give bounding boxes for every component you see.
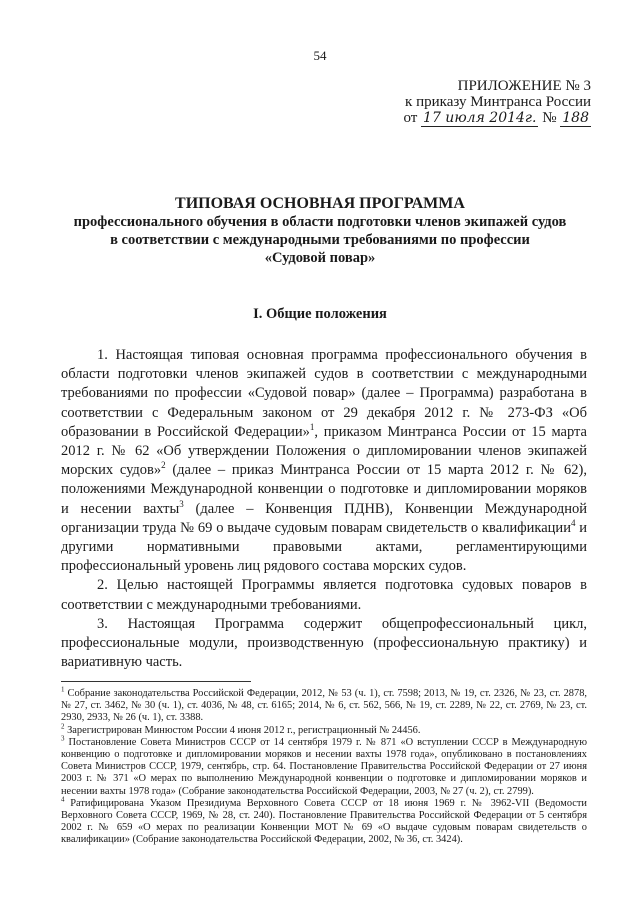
footnote-4 bbox=[61, 795, 587, 847]
title-line-4: «Судовой повар» bbox=[264, 250, 376, 266]
footnote-text: Постановление Совета Министров СССР от 14 сентября 1979 г. № 871 «О вступлении СССР в Международную конвенцию о подготовке и дипломировании моряков и несении вахты 1978 года», опубликовано в постановлениях Совета Министров СССР, 1979, сентябрь, стр. 64. Постановление Правительства Российской Федерации от 27 июня 2003 г. № 371 «О мерах по выполнению Международной конвенции о подготовке и дипломировании моряков и несении вахты 1978 года» (Собрание законодательства Российской Федерации, 2003, № 27 (ч. 2), ст. 2799). bbox=[61, 736, 587, 797]
section-heading: I. Общие положения bbox=[253, 306, 387, 322]
footnote-ref-3: 3 bbox=[179, 498, 184, 509]
footnote-ref-2: 2 bbox=[161, 460, 166, 471]
paragraph-3: 3. Настоящая Программа содержит общепрофессиональный цикл, профессиональные модули, производственную (профессиональную практику) и вариативную часть. bbox=[61, 615, 587, 671]
paragraph-1-text-b: , приказом Минтранса России от 15 марта 2012 г. № 62 «Об утверждении Положения о дипломировании членов экипажей морских судов» bbox=[61, 423, 587, 479]
date-prefix: от bbox=[403, 110, 418, 126]
footnote-divider bbox=[61, 681, 251, 682]
footnote-1 bbox=[61, 685, 587, 725]
footnote-3 bbox=[61, 734, 587, 798]
handwritten-date: 17 июля 2014г. bbox=[423, 110, 537, 126]
number-prefix: № bbox=[542, 110, 557, 126]
page-number: 54 bbox=[313, 48, 327, 63]
document-title bbox=[60, 195, 580, 267]
footnote-mark: 3 bbox=[61, 734, 65, 743]
footnote-text: Собрание законодательства Российской Федерации, 2012, № 53 (ч. 1), ст. 7598; 2013, № 19, ст. 2326, № 23, ст. 2878, № 27, ст. 3462, № 30 (ч. 1), ст. 4036, № 48, ст. 6165; 2014, № 6, ст. 562, 566, № 19, ст. 2289, № 22, ст. 2769, № 23, ст. 2930, 2933, № 26 (ч. 1), ст. 3388. bbox=[61, 688, 587, 724]
footnote-2 bbox=[61, 722, 587, 737]
footnotes bbox=[61, 685, 587, 847]
appendix-date-line bbox=[331, 110, 591, 126]
footnote-text: Зарегистрирован Минюстом России 4 июня 2012 г., регистрационный № 24456. bbox=[64, 724, 421, 736]
paragraph-1-text-e: и другими нормативными правовыми актами, регламентирующими профессиональный уровень лиц рядового состава морских судов. bbox=[61, 519, 587, 575]
footnote-mark: 2 bbox=[61, 722, 65, 731]
paragraph-1 bbox=[61, 346, 587, 576]
appendix-header bbox=[331, 78, 591, 126]
title-line-3: в соответствии с международными требованиями по профессии bbox=[110, 232, 530, 248]
title-main: ТИПОВАЯ ОСНОВНАЯ ПРОГРАММА bbox=[175, 195, 465, 212]
paragraph-1-text-d: (далее – Конвенция ПДНВ), Конвенции Международной организации труда № 69 о выдаче судовым поварам свидетельств о квалификации bbox=[61, 500, 588, 536]
handwritten-number: 188 bbox=[562, 110, 589, 126]
paragraph-1-text-c: (далее – приказ Минтранса России от 15 марта 2012 г. № 62), положениями Международной конвенции о подготовке и дипломировании моряков и несении вахты bbox=[61, 462, 587, 517]
footnote-mark: 4 bbox=[61, 795, 65, 804]
footnote-ref-1: 1 bbox=[309, 421, 315, 432]
paragraph-2: 2. Целью настоящей Программы является подготовка судовых поваров в соответствии с международными требованиями. bbox=[61, 577, 587, 613]
footnote-text: Ратифицирована Указом Президиума Верховного Совета СССР от 18 июня 1969 г. № 3962-VII (Ведомости Верховного Совета СССР, 1969, № 28, ст. 240). Постановление Правительства Российской Федерации от 5 сентября 2002 г. № 659 «О мерах по реализации Конвенции МОТ № 69 «О выдаче судовым поварам свидетельств о квалификации» (Собрание законодательства Российской Федерации, 2002, № 36, ст. 3424). bbox=[61, 797, 587, 846]
footnote-ref-4: 4 bbox=[570, 518, 576, 528]
body-text bbox=[61, 346, 587, 672]
appendix-title: ПРИЛОЖЕНИЕ № 3 bbox=[457, 78, 591, 94]
footnote-mark: 1 bbox=[61, 685, 65, 694]
appendix-order-reference: к приказу Минтранса России bbox=[405, 94, 591, 110]
title-line-2: профессионального обучения в области подготовки членов экипажей судов bbox=[73, 214, 567, 230]
paragraph-1-text-a: 1. Настоящая типовая основная программа профессионального обучения в области подготовки членов экипажей судов в соответствии с международными требованиями по профессии «Судовой повар» (далее – Программа) разработана в соответствии с Федеральным законом от 29 декабря 2012 г. № 273-ФЗ «Об образовании в Российской Федерации» bbox=[61, 347, 587, 440]
